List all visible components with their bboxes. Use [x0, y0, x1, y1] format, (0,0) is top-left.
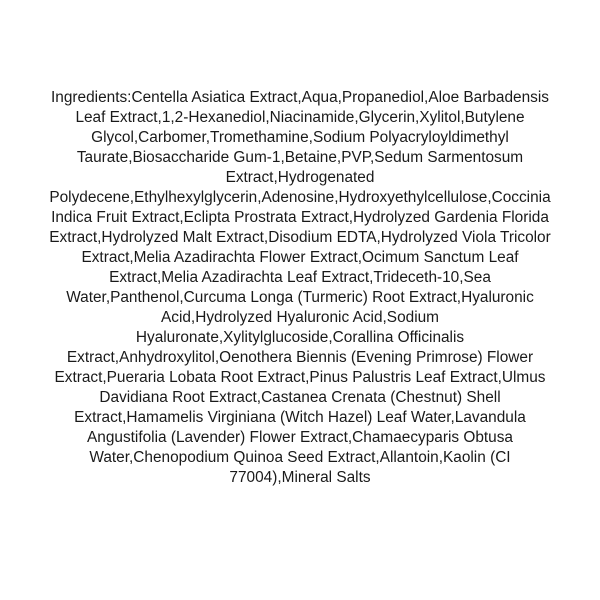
- ingredients-list: Ingredients:Centella Asiatica Extract,Aqua,Propanediol,Aloe Barbadensis Leaf Extract,1,2-Hexanediol,Niacinamide,Glycerin,Xylitol,Butylene Glycol,Carbomer,Tromethamine,Sodium Polyacryloyldimethyl Taurate,Biosaccharide Gum-1,Betaine,PVP,Sedum Sarmentosum Extract,Hydrogenated Polydecene,Ethylhexylglycerin,Adenosine,Hydroxyethylcellulose,Coccinia Indica Fruit Extract,Eclipta Prostrata Extract,Hydrolyzed Gardenia Florida Extract,Hydrolyzed Malt Extract,Disodium EDTA,Hydrolyzed Viola Tricolor Extract,Melia Azadirachta Flower Extract,Ocimum Sanctum Leaf Extract,Melia Azadirachta Leaf Extract,Trideceth-10,Sea Water,Panthenol,Curcuma Longa (Turmeric) Root Extract,Hyaluronic Acid,Hydrolyzed Hyaluronic Acid,Sodium Hyaluronate,Xylitylglucoside,Corallina Officinalis Extract,Anhydroxylitol,Oenothera Biennis (Evening Primrose) Flower Extract,Pueraria Lobata Root Extract,Pinus Palustris Leaf Extract,Ulmus Davidiana Root Extract,Castanea Crenata (Chestnut) Shell Extract,Hamamelis Virginiana (Witch Hazel) Leaf Water,Lavandula Angustifolia (Lavender) Flower Extract,Chamaecyparis Obtusa Water,Chenopodium Quinoa Seed Extract,Allantoin,Kaolin (CI 77004),Mineral Salts: [49, 89, 551, 486]
